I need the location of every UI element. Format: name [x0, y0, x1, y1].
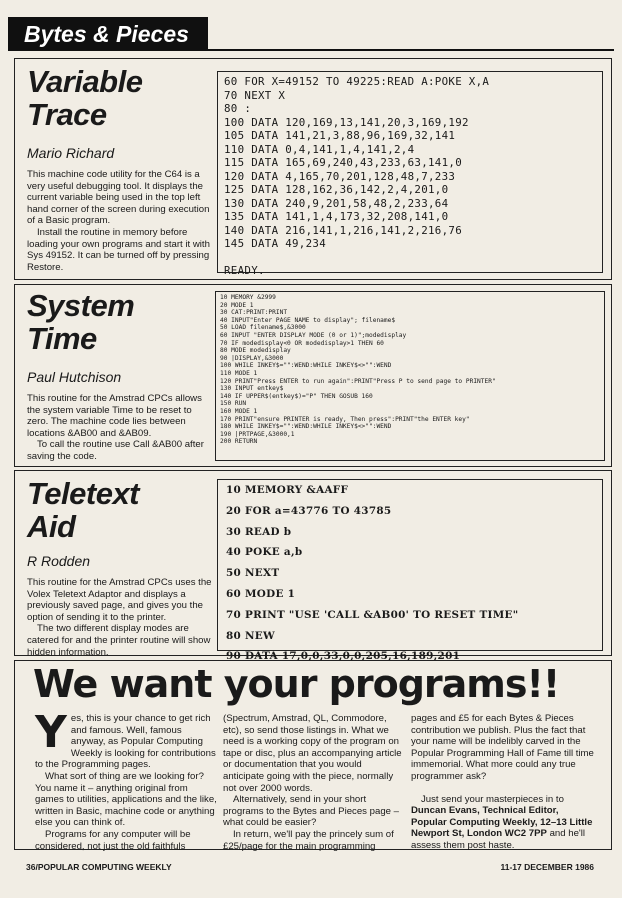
code-listing: 10 MEMORY &AAFF 20 FOR a=43776 TO 43785 30 READ b 40 POKE a,b 50 NEXT 60 MODE 1 70 PRINT "USE 'CALL &AB00' TO RESET TIME" 80 NEW 90 DATA 17,0,0,33,0,0,205,16,189,201 [226, 484, 519, 663]
code-listing-box [215, 291, 605, 461]
section-header: Bytes & Pieces [8, 17, 208, 51]
feature-box [14, 660, 612, 850]
footer-date: 11-17 DECEMBER 1986 [500, 862, 594, 872]
article-title: Teletext Aid [27, 476, 140, 544]
feature-column-2: (Spectrum, Amstrad, QL, Commodore, etc), so send those listings in. What we need is a working copy of the program on tape or disc, plus an accompanying article or documentation that you would anticipate going with the piece, normally not over 2000 words. Alternatively, send in your short programs to the Bytes and Pieces page – what could be easier? In return, we'll pay the princely sum of £25/page for the main programming [223, 713, 402, 852]
code-listing-box [217, 479, 603, 663]
header-rule [206, 49, 614, 51]
article-title: System Time [27, 288, 135, 356]
article-body: This routine for the Amstrad CPCs uses the Volex Teletext Adaptor and displays a previously saved page, and gives you the option of sending it to the printer. The two different display modes are catered for and the printer routine will show hidden information. [27, 577, 212, 658]
article-body: This machine code utility for the C64 is a very useful debugging tool. It displays the current variable being used in the top left hand corner of the screen during execution of a Basic program. Install the routine in memory before loading your own programs and start it with Sys 49152. It can be turned off by pressing Restore. [27, 169, 210, 273]
article-variable-trace [14, 58, 612, 280]
article-system-time [14, 284, 612, 467]
feature-column-1: Y es, this is your chance to get rich and famous. Well, famous anyway, as Popular Computing Weekly is looking for contributions to the Programming pages. What sort of thing are we looking for? You name it – anything original from games to utilities, applications and the like, written in Basic, machine code or anything else you can think of. Programs for any computer will be considered, not just the old faithfuls [35, 707, 217, 852]
article-teletext-aid [14, 470, 612, 663]
feature-column-3: pages and £5 for each Bytes & Pieces contribution we publish. Plus the fact that your name will be indelibly carved in the Popular Programming Hall of Fame till time immemorial. What more could any true programmer ask? Just send your masterpieces in to Duncan Evans, Technical Editor, Popular Computing Weekly, 12–13 Little Newport St, London WC2 7PP and he'll assess them post haste. [411, 713, 594, 851]
article-body: This routine for the Amstrad CPCs allows the system variable Time to be reset to zero. The machine code lies between locations &AB00 and &AB09. To call the routine use Call &AB00 after saving the code. [27, 393, 204, 462]
article-author: Mario Richard [27, 145, 115, 161]
code-listing: 60 FOR X=49152 TO 49225:READ A:POKE X,A 70 NEXT X 80 : 100 DATA 120,169,13,141,20,3,169,192 105 DATA 141,21,3,88,96,169,32,141 110 DATA 0,4,141,1,4,141,2,4 115 DATA 165,69,240,43,233,63,141,0 120 DATA 4,165,70,201,128,48,7,233 125 DATA 128,162,36,142,2,4,201,0 130 DATA 240,9,201,58,48,2,233,64 135 DATA 141,1,4,173,32,208,141,0 140 DATA 216,141,1,216,141,2,216,76 145 DATA 49,234 READY. [224, 75, 490, 277]
feature-headline: We want your programs!! [33, 662, 560, 706]
article-author: R Rodden [27, 553, 91, 569]
code-listing: 10 MEMORY &2999 20 MODE 1 30 CAT:PRINT:PRINT 40 INPUT"Enter PAGE NAME to display"; filename$ 50 LOAD filename$,&3000 60 INPUT "ENTER DISPLAY MODE (0 or 1)";modedisplay 70 IF modedisplay<0 OR modedisplay>1 THEN 60 80 MODE modedisplay 90 |DISPLAY,&3000 100 WHILE INKEY$="":WEND:WHILE INKEY$<>"":WEND 110 MODE 1 120 PRINT"Press ENTER to run again":PRINT"Press P to send page to PRINTER" 130 INPUT entkey$ 140 IF UPPER$(entkey$)="P" THEN GOSUB 160 150 RUN 160 MODE 1 170 PRINT"ensure PRINTER is ready, Then press":PRINT"the ENTER key" 180 WHILE INKEY$="":WEND:WHILE INKEY$<>"":WEND 190 |PRTPAGE,&3000,1 200 RETURN [220, 294, 496, 446]
footer-page-label: 36/POPULAR COMPUTING WEEKLY [26, 862, 172, 872]
drop-cap: Y [35, 707, 67, 758]
contact-address: Duncan Evans, Technical Editor, Popular Computing Weekly, 12–13 Little Newport St, London WC2 7PP [411, 805, 593, 840]
article-title: Variable Trace [27, 64, 143, 132]
article-author: Paul Hutchison [27, 369, 122, 385]
code-listing-box [217, 71, 603, 277]
